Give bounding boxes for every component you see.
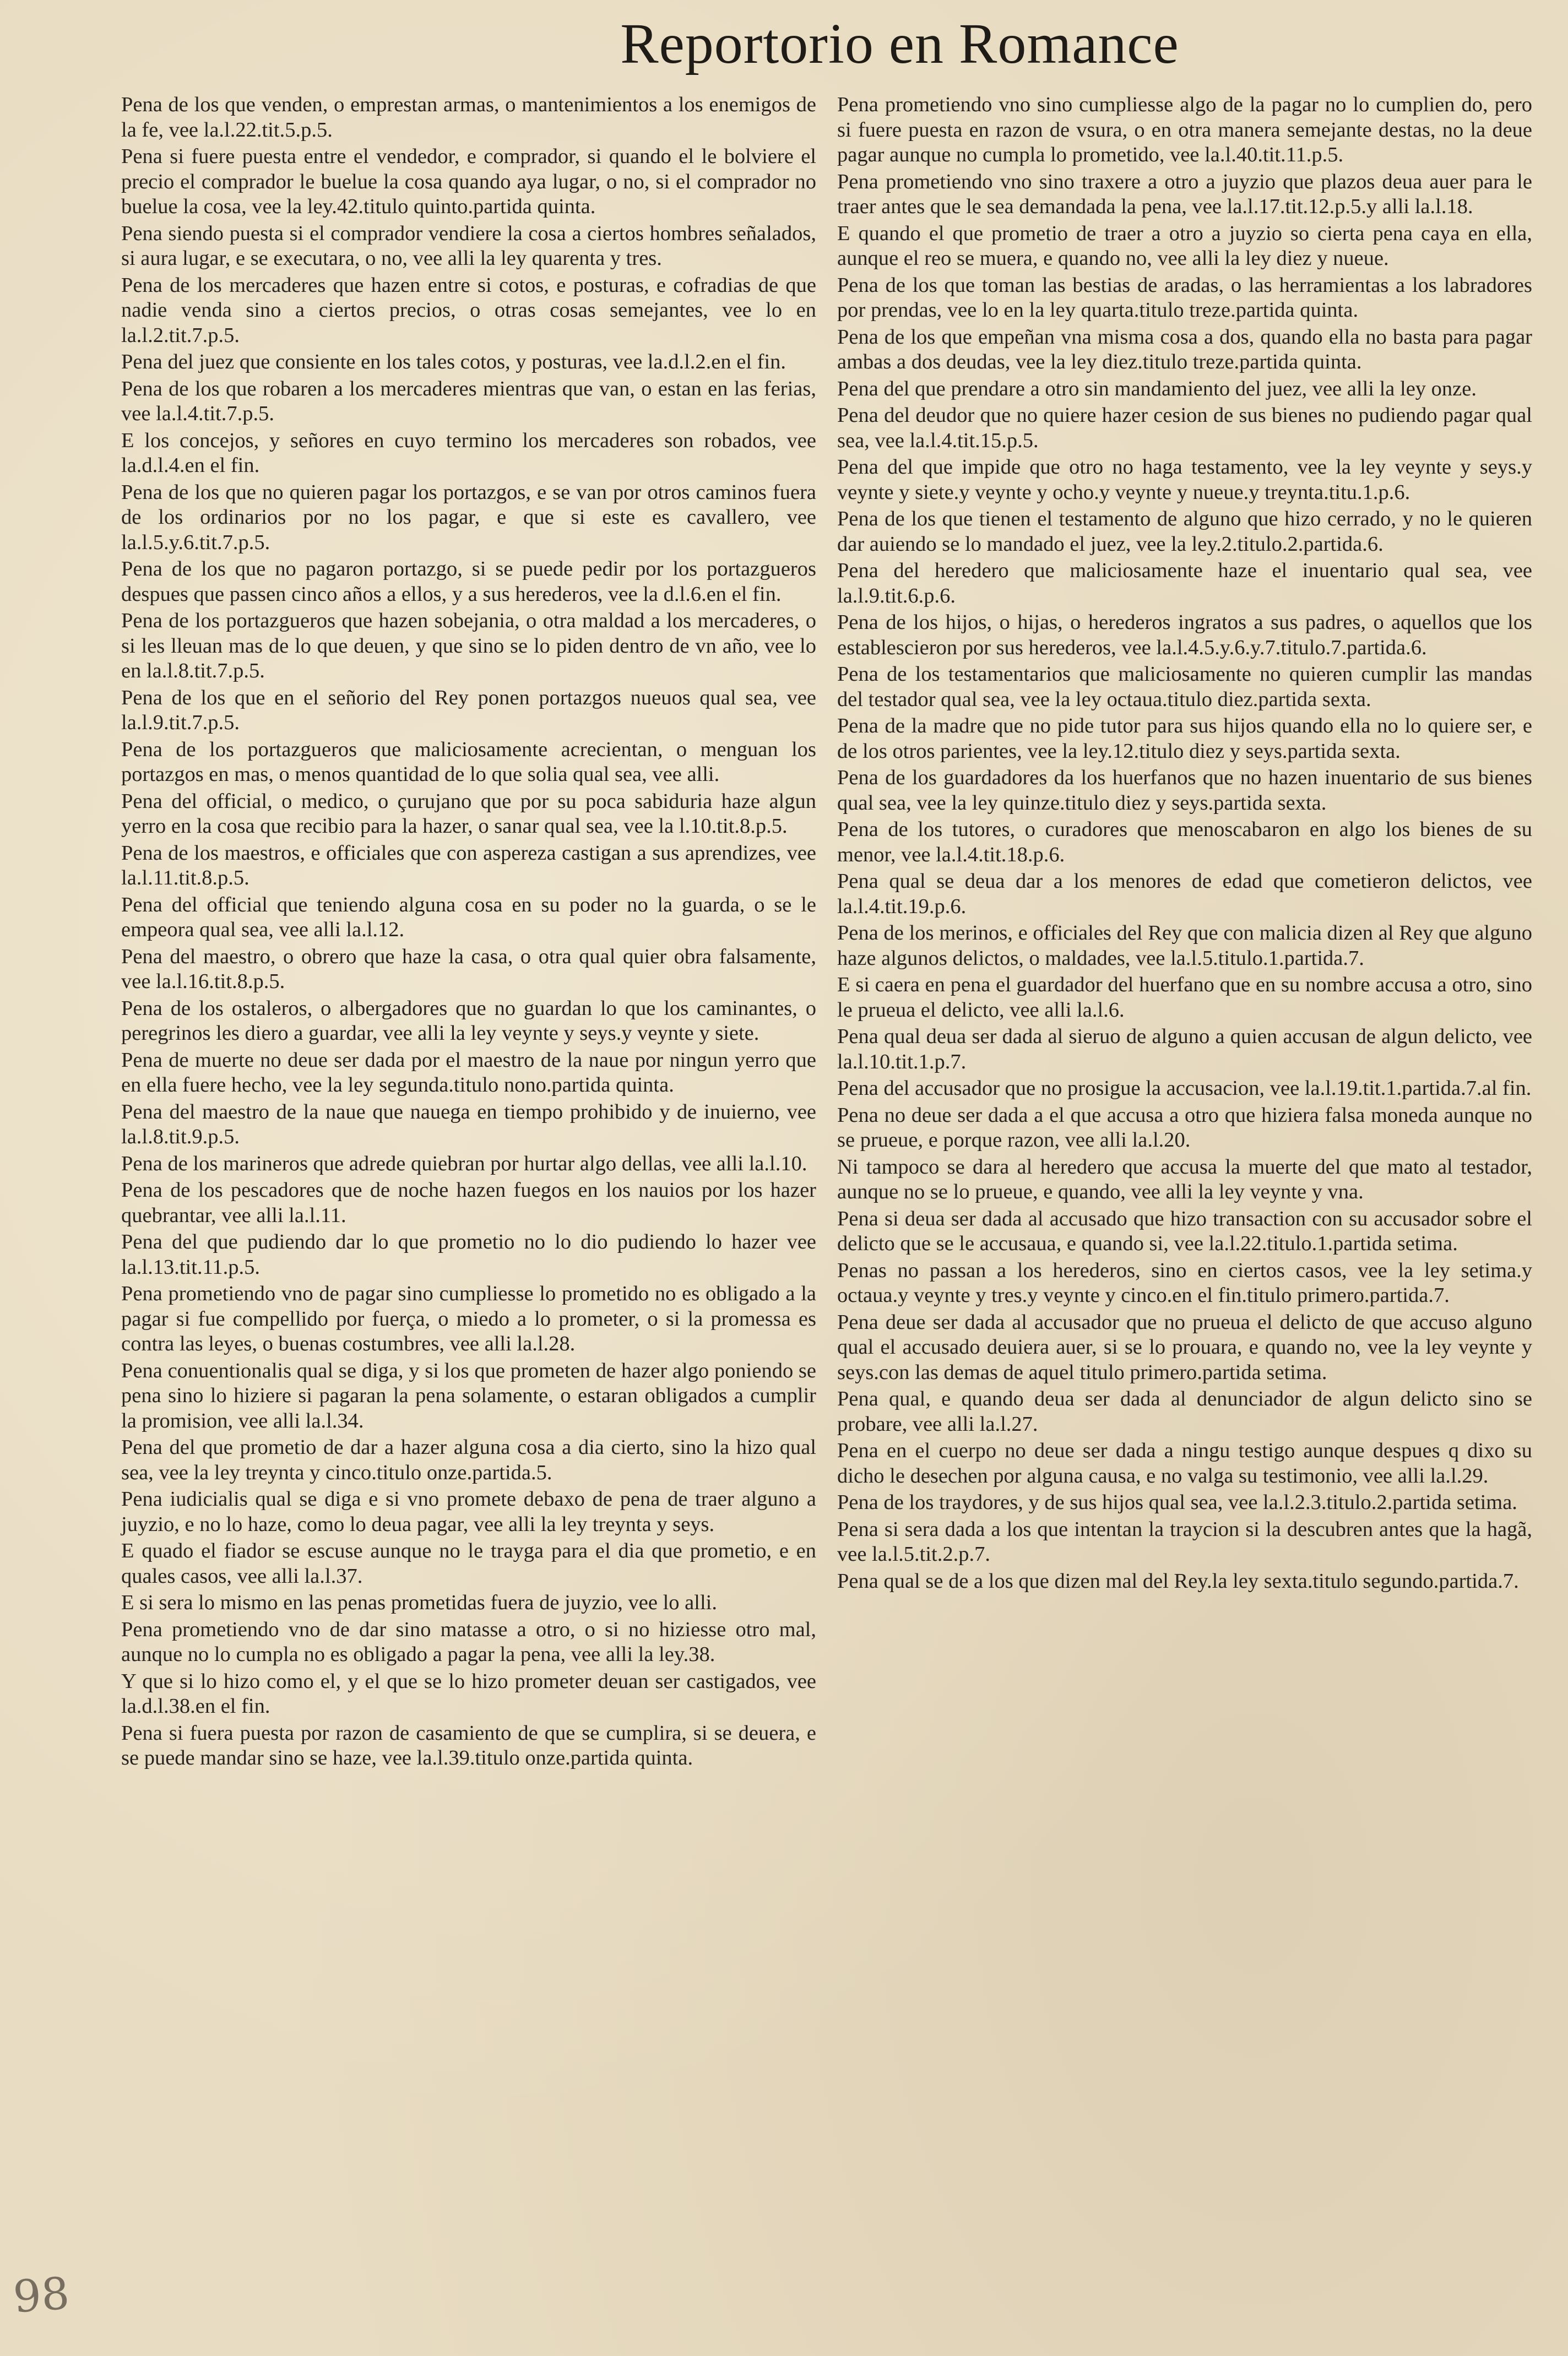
index-entry: Pena siendo puesta si el comprador vendiere la cosa a ciertos hombres señalados, si aura lugar, e se executara, o no, vee alli la ley quarenta y tres.	[121, 221, 816, 270]
index-entry: Pena del que pudiendo dar lo que prometio no lo dio pudiendo lo hazer vee la.l.13.tit.11.p.5.	[121, 1230, 816, 1279]
index-entry: Pena conuentionalis qual se diga, y si los que prometen de hazer algo poniendo se pena sino lo hiziere si pagaran la pena solamente, o estaran obligados a cumplir la promision, vee alli la.l.34.	[121, 1359, 816, 1432]
index-entry: Pena del que prendare a otro sin mandamiento del juez, vee alli la ley onze.	[837, 377, 1477, 400]
index-entry: E quando el que prometio de traer a otro a juyzio so cierta pena caya en ella, aunque el reo se muera, e quando no, vee alli la ley diez y nueue.	[837, 221, 1532, 270]
index-entry: Pena de los que venden, o emprestan armas, o mantenimientos a los enemigos de la fe, vee la.l.22.tit.5.p.5.	[121, 93, 816, 142]
index-entry: Pena de los pescadores que de noche hazen fuegos en los nauios por los hazer quebrantar, vee alli la.l.11.	[121, 1179, 816, 1227]
index-entry: Pena si fuera puesta por razon de casamiento de que se cumplira, si se deuera, e se puede mandar sino se haze, vee la.l.39.titulo onze.partida quinta.	[121, 1721, 816, 1769]
index-entry: E los concejos, y señores en cuyo termino los mercaderes son robados, vee la.d.l.4.en el fin.	[121, 428, 816, 477]
index-entry: Pena de los que no pagaron portazgo, si se puede pedir por los portazgueros despues que passen cinco años a ellos, y a sus herederos, vee la d.l.6.en el fin.	[121, 557, 816, 606]
index-entry: Pena del que prometio de dar a hazer alguna cosa a dia cierto, sino la hizo qual sea, vee la ley treynta y cinco.titulo onze.partida.5.	[121, 1436, 816, 1484]
index-entry: E si caera en pena el guardador del huerfano que en su nombre accusa a otro, sino le prueua el delicto, vee alli la.l.6.	[837, 973, 1532, 1022]
index-entry: Pena del official que teniendo alguna cosa en su poder no la guarda, o se le empeora qual sea, vee alli la.l.12.	[121, 893, 816, 941]
index-entry: Pena del heredero que maliciosamente haze el inuentario qual sea, vee la.l.9.tit.6.p.6.	[837, 559, 1532, 607]
index-entry: Pena prometiendo vno de pagar sino cumpliesse lo prometido no es obligado a la pagar si fue compellido por fuerça, o miedo a lo prometer, o si la promessa es contra las leyes, o buenas costumbres, vee alli la.l.28.	[121, 1282, 816, 1355]
index-entry: Pena de los merinos, e officiales del Rey que con malicia dizen al Rey que alguno haze algunos delictos, o maldades, vee la.l.5.titulo.1.partida.7.	[837, 921, 1532, 970]
index-entry: E quado el fiador se escuse aunque no le trayga para el dia que prometio, e en quales casos, vee alli la.l.37.	[121, 1539, 816, 1588]
index-entry: Pena de los guardadores da los huerfanos que no hazen inuentario de sus bienes qual sea, vee la ley quinze.titulo diez y seys.partida sexta.	[837, 766, 1532, 815]
index-entry: Pena del accusador que no prosigue la accusacion, vee la.l.19.tit.1.partida.7.al fin.	[837, 1077, 1532, 1100]
index-entry: Pena deue ser dada al accusador que no prueua el delicto de que accuso alguno qual el accusado deuiera auer, si se lo prouara, e quando no, vee la ley veynte y seys.con las demas de aquel titulo primero.partida setima.	[837, 1310, 1532, 1384]
index-entry: Pena no deue ser dada a el que accusa a otro que hiziera falsa moneda aunque no se prueue, e porque razon, vee alli la.l.20.	[837, 1103, 1532, 1152]
index-entry: Pena de los que en el señorio del Rey ponen portazgos nueuos qual sea, vee la.l.9.tit.7.p.5.	[121, 686, 816, 734]
left-column	[121, 93, 816, 1772]
running-head: Reportorio en Romance	[620, 12, 1179, 75]
index-entry: Pena de los que robaren a los mercaderes mientras que van, o estan en las ferias, vee la.l.4.tit.7.p.5.	[121, 377, 816, 425]
index-entry: Pena de los maestros, e officiales que con aspereza castigan a sus aprendizes, vee la.l.11.tit.8.p.5.	[121, 841, 816, 889]
index-entry: Penas no passan a los herederos, sino en ciertos casos, vee la ley setima.y octaua.y veynte y tres.y veynte y cinco.en el fin.titulo primero.partida.7.	[837, 1258, 1532, 1307]
index-entry: E si sera lo mismo en las penas prometidas fuera de juyzio, vee lo alli.	[121, 1591, 717, 1614]
index-entry: Pena en el cuerpo no deue ser dada a ningu testigo aunque despues q dixo su dicho le desechen por alguna causa, e no valga su testimonio, vee alli la.l.29.	[837, 1439, 1532, 1488]
index-entry: Pena si deua ser dada al accusado que hizo transaction con su accusador sobre el delicto que se le accusaua, e quando si, vee la.l.22.titulo.1.partida setima.	[837, 1207, 1532, 1255]
index-entry: Pena de los testamentarios que maliciosamente no quieren cumplir las mandas del testador qual sea, vee la ley octaua.titulo diez.partida sexta.	[837, 663, 1532, 711]
index-entry: Pena de la madre que no pide tutor para sus hijos quando ella no lo quiere ser, e de los otros parientes, vee la ley.12.titulo diez y seys.partida sexta.	[837, 714, 1532, 763]
index-entry: Pena del deudor que no quiere hazer cesion de sus bienes no pudiendo pagar qual sea, vee la.l.4.tit.15.p.5.	[837, 404, 1532, 452]
index-entry: Pena si sera dada a los que intentan la traycion si la descubren antes que la hagã, vee la.l.5.tit.2.p.7.	[837, 1517, 1532, 1566]
index-entry: Pena prometiendo vno de dar sino matasse a otro, o si no hiziesse otro mal, aunque no lo cumpla no es obligado a pagar la pena, vee alli la ley.38.	[121, 1617, 816, 1666]
index-entry: Pena del maestro, o obrero que haze la casa, o otra qual quier obra falsamente, vee la.l.16.tit.8.p.5.	[121, 944, 816, 993]
index-entry: Pena del que impide que otro no haga testamento, vee la ley veynte y seys.y veynte y siete.y veynte y ocho.y veynte y nueue.y treynta.titu.1.p.6.	[837, 455, 1532, 504]
index-entry: Pena de los traydores, y de sus hijos qual sea, vee la.l.2.3.titulo.2.partida setima.	[837, 1491, 1517, 1514]
right-column	[837, 93, 1532, 1595]
index-entry: Pena de los ostaleros, o albergadores que no guardan lo que los caminantes, o peregrinos les diero a guardar, vee alli la ley veynte y seys.y veynte y siete.	[121, 996, 816, 1045]
index-entry: Pena de los hijos, o hijas, o herederos ingratos a sus padres, o aquellos que los establescieron por sus herederos, vee la.l.4.5.y.6.y.7.titulo.7.partida.6.	[837, 611, 1532, 659]
index-entry: Pena qual se deua dar a los menores de edad que cometieron delictos, vee la.l.4.tit.19.p.6.	[837, 870, 1532, 918]
index-entry: Pena prometiendo vno sino cumpliesse algo de la pagar no lo cumplien do, pero si fuere puesta en razon de vsura, o en otra manera semejante destas, no la deue pagar aunque no cumpla lo prometido, vee la.l.40.tit.11.p.5.	[837, 93, 1532, 166]
folio-mark: 98	[11, 2267, 71, 2323]
index-entry: Pena de los portazgueros que maliciosamente acrecientan, o menguan los portazgos en mas, o menos quantidad de lo que solia qual sea, vee alli.	[121, 737, 816, 786]
index-entry: Pena prometiendo vno sino traxere a otro a juyzio que plazos deua auer para le traer antes que le sea demandada la pena, vee la.l.17.tit.12.p.5.y alli la.l.18.	[837, 170, 1532, 218]
index-entry: Pena del maestro de la naue que nauega en tiempo prohibido y de inuierno, vee la.l.8.tit.9.p.5.	[121, 1100, 816, 1148]
index-entry: Y que si lo hizo como el, y el que se lo hizo prometer deuan ser castigados, vee la.d.l.38.en el fin.	[121, 1669, 816, 1718]
index-entry: Ni tampoco se dara al heredero que accusa la muerte del que mato al testador, aunque no se lo prueue, e quando, vee alli la ley veynte y vna.	[837, 1155, 1532, 1203]
index-entry: Pena iudicialis qual se diga e si vno promete debaxo de pena de traer alguno a juyzio, e no lo haze, como lo deua pagar, vee alli la ley treynta y seys.	[121, 1488, 816, 1536]
index-entry: Pena de los tutores, o curadores que menoscabaron en algo los bienes de su menor, vee la.l.4.tit.18.p.6.	[837, 818, 1532, 866]
index-entry: Pena qual deua ser dada al sieruo de alguno a quien accusan de algun delicto, vee la.l.10.tit.1.p.7.	[837, 1025, 1532, 1073]
index-entry: Pena qual se de a los que dizen mal del Rey.la ley sexta.titulo segundo.partida.7.	[837, 1569, 1519, 1593]
index-entry: Pena del juez que consiente en los tales cotos, y posturas, vee la.d.l.2.en el fin.	[121, 350, 786, 373]
index-entry: Pena de los que no quieren pagar los portazgos, e se van por otros caminos fuera de los ordinarios por no los pagar, e que si este es cavallero, vee la.l.5.y.6.tit.7.p.5.	[121, 480, 816, 554]
index-entry: Pena de los que toman las bestias de aradas, o las herramientas a los labradores por prendas, vee lo en la ley quarta.titulo treze.partida quinta.	[837, 273, 1532, 322]
index-entry: Pena de muerte no deue ser dada por el maestro de la naue por ningun yerro que en ella fuere hecho, vee la ley segunda.titulo nono.partida quinta.	[121, 1048, 816, 1096]
index-entry: Pena qual, e quando deua ser dada al denunciador de algun delicto sino se probare, vee alli la.l.27.	[837, 1387, 1532, 1436]
index-entry: Pena de los que tienen el testamento de alguno que hizo cerrado, y no le quieren dar auiendo se lo mandado el juez, vee la ley.2.titulo.2.partida.6.	[837, 507, 1532, 556]
index-entry: Pena de los mercaderes que hazen entre si cotos, e posturas, e cofradias de que nadie venda sino a ciertos precios, o otras cosas semejantes, vee lo en la.l.2.tit.7.p.5.	[121, 273, 816, 347]
index-entry: Pena si fuere puesta entre el vendedor, e comprador, si quando el le bolviere el precio el comprador le buelue la cosa quando aya lugar, o no, si el comprador no buelue la cosa, vee la ley.42.titulo quinto.partida quinta.	[121, 145, 816, 218]
index-entry: Pena del official, o medico, o çurujano que por su poca sabiduria haze algun yerro en la cosa que recibio para la hazer, o sanar qual sea, vee la l.10.tit.8.p.5.	[121, 789, 816, 838]
index-entry: Pena de los portazgueros que hazen sobejania, o otra maldad a los mercaderes, o si les lleuan mas de lo que deuen, y que sino se lo piden dentro de vn año, vee lo en la.l.8.tit.7.p.5.	[121, 609, 816, 682]
index-entry: Pena de los que empeñan vna misma cosa a dos, quando ella no basta para pagar ambas a dos deudas, vee la ley diez.titulo treze.partida quinta.	[837, 325, 1532, 373]
index-entry: Pena de los marineros que adrede quiebran por hurtar algo dellas, vee alli la.l.10.	[121, 1152, 807, 1175]
